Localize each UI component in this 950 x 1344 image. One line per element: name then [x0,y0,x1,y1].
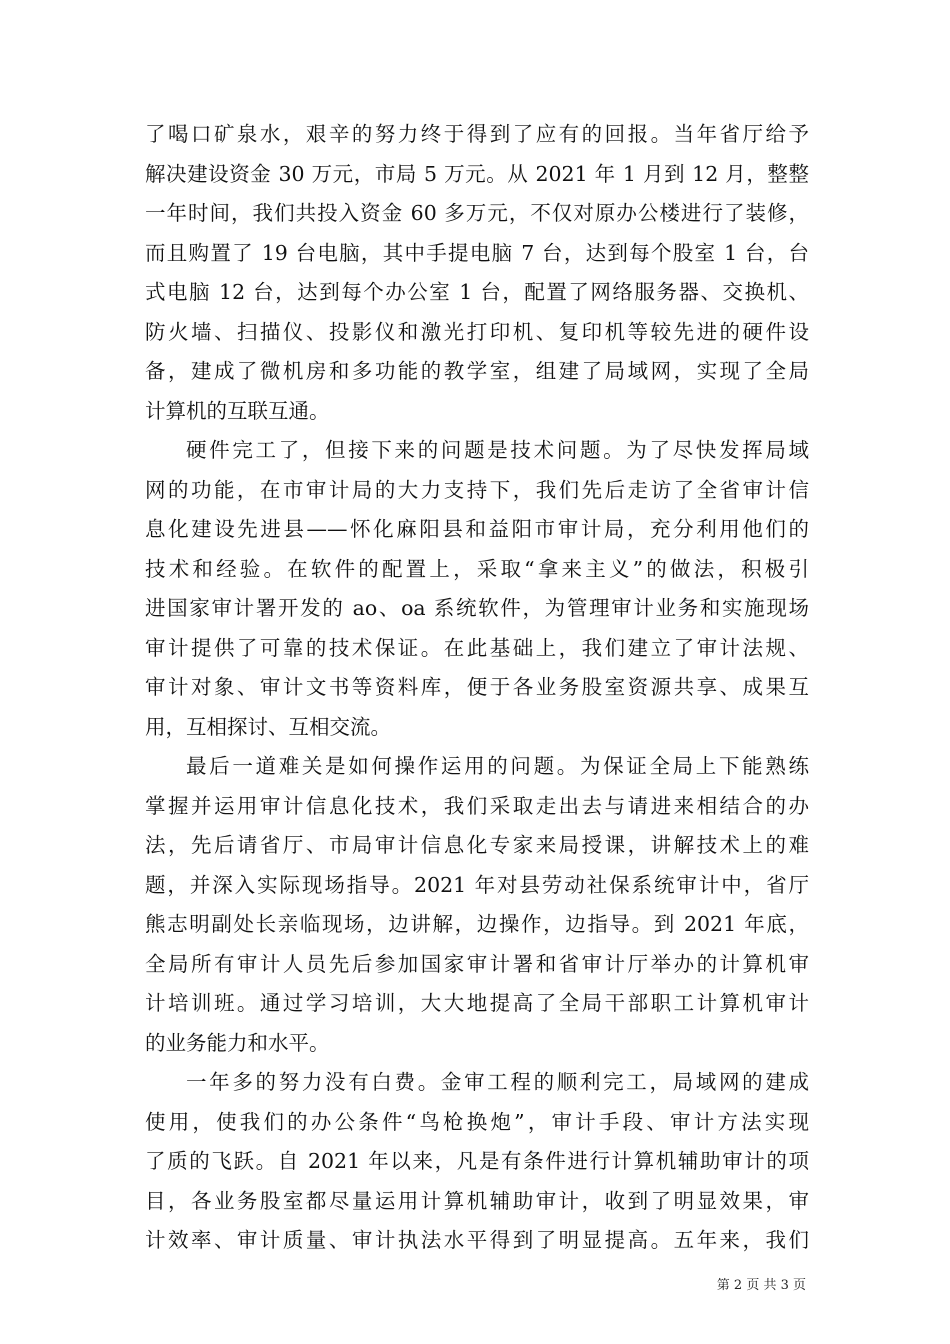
text-line: 计效率、审计质量、审计执法水平得到了明显提高。五年来，我们 [145,1228,809,1252]
text-line: 全局所有审计人员先后参加国家审计署和省审计厅举办的计算机审 [145,951,809,976]
text-line: 最后一道难关是如何操作运用的问题。为保证全局上下能熟练 [186,754,809,778]
text-line: 进国家审计署开发的 ao、oa 系统软件，为管理审计业务和实施现场 [145,596,809,620]
text-line: 硬件完工了，但接下来的问题是技术问题。为了尽快发挥局域 [186,438,809,462]
text-line: 网的功能，在市审计局的大力支持下，我们先后走访了全省审计信 [145,477,809,502]
text-line: 审计对象、审计文书等资料库，便于各业务股室资源共享、成果互 [145,675,809,699]
paragraph-3 [145,747,809,1063]
text-line: 掌握并运用审计信息化技术，我们采取走出去与请进来相结合的办 [145,793,809,818]
document-body [145,115,809,1261]
text-line: 计培训班。通过学习培训，大大地提高了全局干部职工计算机审计 [145,991,809,1015]
text-line: 技术和经验。在软件的配置上，采取“拿来主义”的做法，积极引 [145,556,809,581]
text-line: 防火墙、扫描仪、投影仪和激光打印机、复印机等较先进的硬件设 [145,319,809,344]
text-line: 式电脑 12 台，达到每个办公室 1 台，配置了网络服务器、交换机、 [145,280,809,304]
text-line: 的业务能力和水平。 [145,1030,330,1055]
paragraph-4 [145,1063,809,1261]
text-line: 息化建设先进县——怀化麻阳县和益阳市审计局，充分利用他们的 [145,517,809,541]
text-line: 解决建设资金 30 万元，市局 5 万元。从 2021 年 1 月到 12 月，整整 [145,161,809,186]
text-line: 了喝口矿泉水，艰辛的努力终于得到了应有的回报。当年省厅给予 [145,122,809,146]
text-line: 审计提供了可靠的技术保证。在此基础上，我们建立了审计法规、 [145,635,809,660]
paragraph-1 [145,115,809,431]
text-line: 一年多的努力没有白费。金审工程的顺利完工，局域网的建成 [186,1070,809,1094]
text-line: 目，各业务股室都尽量运用计算机辅助审计，收到了明显效果，审 [145,1188,809,1213]
text-line: 熊志明副处长亲临现场，边讲解，边操作，边指导。到 2021 年底， [145,912,809,936]
text-line: 用，互相探讨、互相交流。 [145,714,391,739]
text-line: 法，先后请省厅、市局审计信息化专家来局授课，讲解技术上的难 [145,833,809,857]
paragraph-2 [145,431,809,747]
text-line: 而且购置了 19 台电脑，其中手提电脑 7 台，达到每个股室 1 台，台 [145,240,809,265]
text-line: 计算机的互联互通。 [145,398,330,423]
text-line: 备，建成了微机房和多功能的教学室，组建了局域网，实现了全局 [145,359,809,383]
text-line: 题，并深入实际现场指导。2021 年对县劳动社保系统审计中，省厅 [145,872,809,897]
text-line: 一年时间，我们共投入资金 60 多万元，不仅对原办公楼进行了装修， [145,201,809,225]
text-line: 使用，使我们的办公条件“鸟枪换炮”，审计手段、审计方法实现 [145,1109,809,1134]
text-line: 了质的飞跃。自 2021 年以来，凡是有条件进行计算机辅助审计的项 [145,1149,809,1173]
page-number: 第 2 页 共 3 页 [716,1278,806,1293]
